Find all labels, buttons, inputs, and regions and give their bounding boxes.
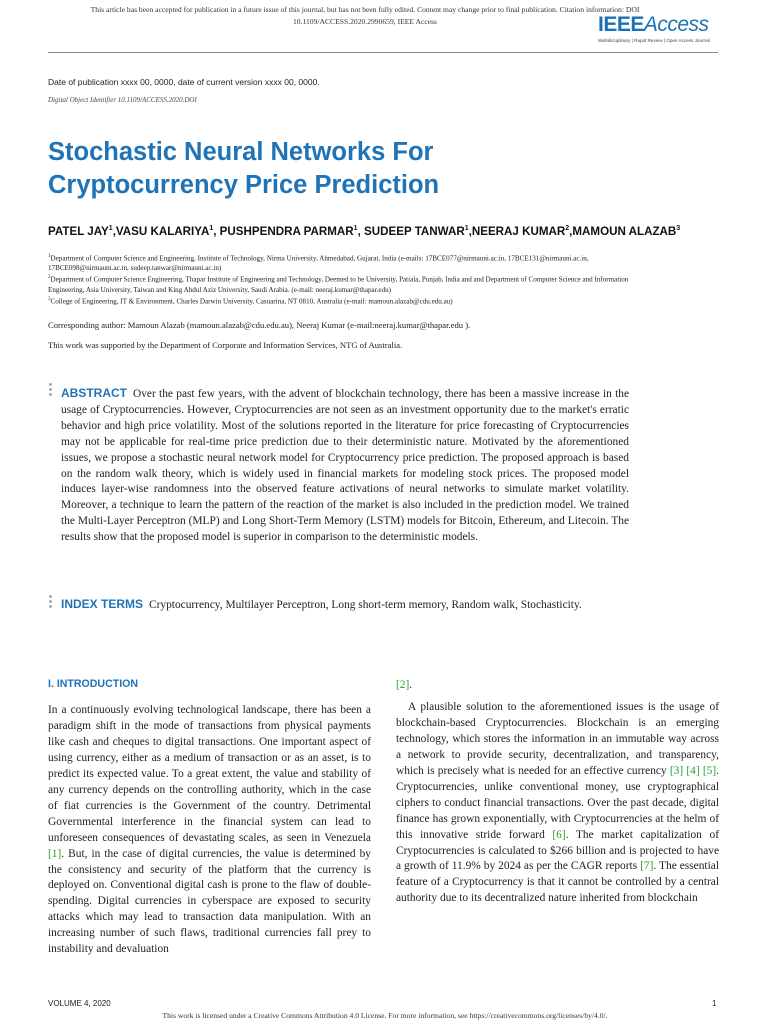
author: ,MAMOUN ALAZAB (569, 224, 677, 238)
citation-link[interactable]: [3] (669, 764, 684, 777)
volume-label: VOLUME 4, 2020 (48, 999, 111, 1008)
title-line-1: Stochastic Neural Networks For (48, 138, 434, 166)
paragraph-text: . The market capitalization of Cryptocurrencies is calculated to $266 billion and is projected to have a growth of 11.9% by 2024 as per the CAGR reports (396, 828, 719, 873)
author-list (48, 222, 708, 239)
index-terms-text: Cryptocurrency, Multilayer Perceptron, Long short-term memory, Random walk, Stochasticity. (149, 599, 582, 611)
intro-paragraph-1 (48, 703, 371, 958)
paragraph-text: . Cryptocurrencies, unlike conventional money, use cryptographical ciphers to conduct financial transactions. Over the past decade, digital finance has grown exponentially, with Cryptocurrencies at the helm of this innovative stride forward (396, 764, 719, 841)
intro-paragraph-1-cont (396, 678, 719, 694)
title-line-2: Cryptocurrency Price Prediction (48, 171, 440, 199)
citation-link[interactable]: [5] (702, 764, 717, 777)
affiliation-2 (48, 273, 648, 294)
affiliation-3 (48, 295, 648, 306)
publication-date: Date of publication xxxx 00, 0000, date of current version xxxx 00, 0000. (48, 77, 320, 87)
author-affil-mark: 1 (209, 225, 214, 232)
journal-notice (40, 4, 690, 28)
author-affil-mark: 2 (565, 225, 570, 232)
notice-line-1: This article has been accepted for publication in a future issue of this journal, but has not been fully edited. Content may change prior to final publication. Citation information: DOI (90, 5, 640, 14)
abstract-heading: ABSTRACT (61, 386, 127, 400)
affil-mark: 2 (48, 275, 51, 281)
author: , SUDEEP TANWAR (357, 224, 465, 238)
funding-note: This work was supported by the Department of Corporate and Information Services, NTG of Australia. (48, 340, 403, 350)
paragraph-text: . (409, 679, 413, 691)
citation-link[interactable]: [4] (686, 764, 700, 777)
abstract-marker-icon (49, 383, 53, 398)
affiliation-text: Department of Computer Science Engineering, Thapar Institute of Engineering and Technology, Deemed to be University, Patiala, Punjab, India and and Department of Computer Science and Information Engineering, Asia University, Taiwan and King Abdul Aziz University, Saudi Arabia. (e-mail: neeraj.kumar@thapar.edu) (48, 275, 629, 294)
affiliations (48, 252, 648, 306)
header-divider (48, 52, 718, 53)
index-terms-heading: INDEX TERMS (61, 597, 144, 611)
logo-ieee-text: IEEE (598, 13, 644, 36)
author: , PUSHPENDRA PARMAR (213, 224, 354, 238)
affil-mark: 3 (48, 296, 51, 302)
author-affil-mark: 3 (676, 225, 681, 232)
notice-line-2: 10.1109/ACCESS.2020.2990659, IEEE Access (293, 17, 437, 26)
section-heading-introduction: I. INTRODUCTION (48, 678, 139, 690)
body-column-left (48, 703, 371, 958)
author-affil-mark: 1 (353, 225, 358, 232)
abstract-text: Over the past few years, with the advent of blockchain technology, there has been a massive increase in the usage of Cryptocurrencies. However, Cryptocurrencies are not seen as an investment opportunity due to the market's erratic behavior and high price volatility. Most of the solutions reported in the literature for price forecasting of Cryptocurrencies may not be applicable for real-time price prediction due to their deterministic nature. Motivated by the aforementioned issues, we propose a stochastic neural network model for Cryptocurrency price prediction. The proposed approach is based on the random walk theory, which is widely used in financial markets for modeling stock prices. The proposed model induces layer-wise randomness into the observed feature activations of neural networks to simulate market volatility. Moreover, a technique to learn the pattern of the reaction of the market is also included in the prediction model. We trained the Multi-Layer Perceptron (MLP) and Long Short-Term Memory (LSTM) models for Bitcoin, Ethereum, and Litecoin. The results show that the proposed model is superior in comparison to the deterministic models. (61, 388, 629, 544)
logo-access-text: Access (643, 13, 709, 36)
citation-link[interactable]: [7] (640, 860, 654, 873)
affiliation-text: Department of Computer Science and Engineering, Institute of Technology, Nirma University, Ahmedabad, Gujarat, India (e-mails: 17BCE077@nirmauni.ac.in, 17BCE131@nirmauni.ac.in, 17BCE098@nirmauni.ac.in, sudeep.tanwar@nirmauni.ac.in) (48, 254, 589, 273)
author: ,VASU KALARIYA (112, 224, 210, 238)
author-affil-mark: 1 (108, 225, 113, 232)
index-terms (61, 597, 629, 614)
citation-link[interactable]: [6] (552, 828, 566, 841)
affiliation-text: College of Engineering, IT & Environment, Charles Darwin University, Casuarina, NT 0810, Australia (e-mail: mamoun.alazab@cdu.edu.au) (50, 297, 453, 306)
author-affil-mark: 1 (464, 225, 469, 232)
paper-title (48, 136, 688, 202)
page-number: 1 (712, 999, 717, 1008)
author: ,NEERAJ KUMAR (468, 224, 566, 238)
citation-link[interactable]: [2] (396, 679, 410, 691)
abstract (61, 386, 629, 546)
doi-line: Digital Object Identifier 10.1109/ACCESS.2020.DOI (48, 96, 197, 104)
paragraph-text: . But, in the case of digital currencies, the value is determined by the consistency and security of the platform that the currency is deployed on. Conventional digital cash is prone to the flaw of double-spending. Digital currencies in cyberspace are exposed to security attacks which may lead to transaction data manipulation. With an increasing number of such flaws, traditional currencies fall prey to instability and devaluation (48, 847, 371, 956)
paragraph-text: . The essential feature of a Cryptocurrency is that it cannot be controlled by a central authority due to its decentralized nature inherited from blockchain (396, 860, 719, 905)
body-column-right (396, 678, 719, 907)
author: PATEL JAY (48, 224, 109, 238)
intro-paragraph-2 (396, 700, 719, 907)
logo-tagline: Multidisciplinary | Rapid Review | Open Access Journal (598, 38, 710, 43)
license-notice: This work is licensed under a Creative Commons Attribution 4.0 License. For more information, see https://creativecommons.org/licenses/by/4.0/. (162, 1011, 608, 1020)
paragraph-text: In a continuously evolving technological landscape, there has been a paradigm shift in the mode of transactions from physical payments like cash and cheques to digital transactions. One important aspect of using currency, either as a medium of transaction or as an asset, is to predict its expected value. To a great extent, the value and stability of any currency depends on the controlling authority, which in the case of fiat currencies is the Government of the country. Detrimental Governmental interference in the financial system can lead to unforeseen consequences of devastating scales, as seen in Venezuela (48, 704, 371, 844)
ieee-access-logo (598, 14, 718, 43)
citation-link[interactable]: [1] (48, 847, 62, 860)
affiliation-1 (48, 252, 648, 273)
paragraph-text: A plausible solution to the aforementioned issues is the usage of blockchain-based Cryptocurrencies. Blockchain is an emerging technology, which stores the information in an immutable way across a network to provide security, decentralization, and transparency, which is precisely what is needed for an effective currency (396, 700, 719, 777)
affil-mark: 1 (48, 254, 51, 259)
corresponding-author: Corresponding author: Mamoun Alazab (mamoun.alazab@cdu.edu.au), Neeraj Kumar (e-mail:neeraj.kumar@thapar.edu ). (48, 320, 471, 330)
index-terms-marker-icon (49, 595, 53, 610)
